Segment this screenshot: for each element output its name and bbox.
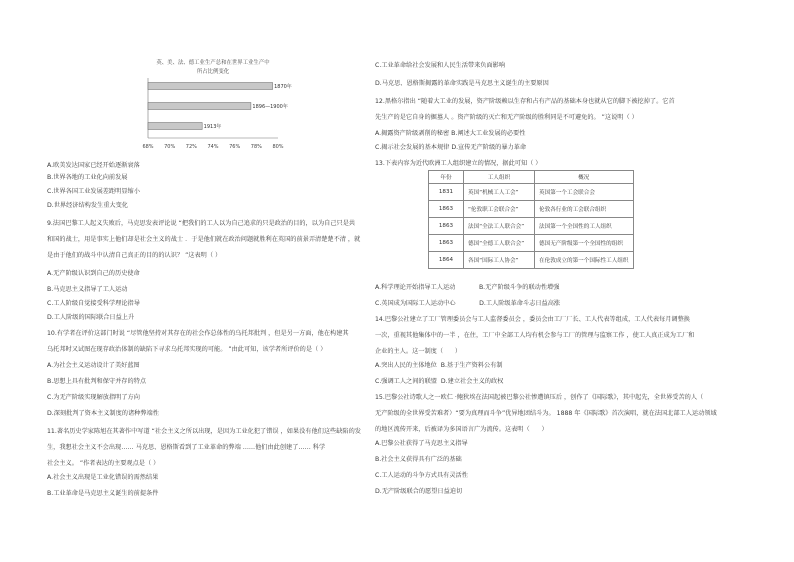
left-text-line: C.为无产阶级实现解放指明了方向 xyxy=(47,394,140,401)
right-text-line: C.强调工人之间的联盟 D.建立社会主义的政权 xyxy=(375,378,504,385)
left-text-line: B.思想上具有批判和保守并存的特点 xyxy=(47,378,147,385)
left-text-line: A.欧美发达国家已经开始逐渐衰落 xyxy=(47,162,140,169)
right-text-line: A.巴黎公社获得了马克思主义指导 xyxy=(375,440,468,447)
x-tick-label: 78% xyxy=(250,144,262,150)
table-cell: 在伦敦成立的第一个国际性工人组织 xyxy=(535,252,634,269)
table-row xyxy=(429,184,634,201)
right-text-line: 14.巴黎公社建立了工厂管理委员会与工人监督委员会 ，委员会由工厂厂长、工人代表等组成，工人代表每月调整换 xyxy=(375,316,690,323)
x-tick-label: 68% xyxy=(142,144,154,150)
question-13-table xyxy=(428,170,634,269)
table-cell: 英国第一个工会联合会 xyxy=(535,184,634,201)
right-text-line: 15.巴黎公社诗歌人之一欧仁 ·鲍狄埃在法国起被巴黎公社惨遭镇压后 ，创作了《国际歌》，其中起先，全世界受苦的人（ xyxy=(375,394,704,401)
left-text-line: 社会主义。 ”作者表达的主要观点是（ ） xyxy=(47,460,160,467)
right-text-line: B.社会主义获得具有广泛的基础 xyxy=(375,456,462,463)
left-text-line: B.马克思主义指导了工人运动 xyxy=(47,286,128,293)
table-cell: 法国“全法工人联合会” xyxy=(464,218,535,235)
left-text-line: A.社会主义出现是工业化错误的需然结果 xyxy=(47,474,159,481)
table-cell: 德国“全德工人联合会” xyxy=(464,235,535,252)
bar-category-label: 1913年 xyxy=(203,124,222,130)
table-cell: “伦敦职工会联合会” xyxy=(464,201,535,218)
table-cell: 伦敦各行业的工会联合组织 xyxy=(535,201,634,218)
bar-0 xyxy=(148,83,273,90)
chart-plot-area xyxy=(142,78,291,150)
left-text-line: D.深刻批判了资本主义制度的诸种弊端性 xyxy=(47,410,159,417)
left-text-line: 11.著名历史学家陈旭在其著作中写道 “社会主义之所以出现，是因为工业化犯了错误 ，如果没有他们这些缺陷的发 xyxy=(47,428,361,435)
left-text-line: 10.有学者在评价这部门时说 “尽管他坚持对其存在的社会作总体性的乌托邦批判 ，但是另一方面，他在构建其 xyxy=(47,330,349,337)
right-text-line: 12.黑格尔指出 “随着大工业的发展，资产阶级赖以生存和占有产品的基础本身也就从它的脚下被挖掉了。它首 xyxy=(375,98,675,105)
right-text-line: D.马克思、恩格斯揭露的革命实践是马克思主义诞生的主要原因 xyxy=(375,80,549,87)
left-text-line: 是由于他们的战斗中认清自己真正的目的的认识？ ”这表明（ ） xyxy=(47,252,222,259)
chart-title-line-2: 所占比例变化 xyxy=(196,69,230,75)
table-row xyxy=(429,201,634,218)
right-text-line: 一次，重视其他集体中的一半 ，在住，工厂中全部工人均有机会参与工厂的管理与监察工作 ，使工人真正成为工厂和 xyxy=(375,332,695,339)
left-text-line: 乌托邦时又试图在现存政治体制的缺陷下寻求乌托邦实现的可能。 ”由此可知，该学者所评价的是（ ） xyxy=(47,346,327,353)
right-text-line: D.无产阶级联合的愿望日益迫切 xyxy=(375,488,463,495)
table-cell: 1863 xyxy=(429,235,464,252)
x-tick-label: 74% xyxy=(207,144,219,150)
bar-category-label: 1896—1900年 xyxy=(252,104,288,110)
table-cell: 法国第一个全国性的工人组织 xyxy=(535,218,634,235)
bar-2 xyxy=(148,123,202,130)
right-text-line: C.揭示社会发展的基本规律 D.宣传无产阶级的暴力革命 xyxy=(375,144,527,151)
right-text-line: 13.下表内容为近代欧洲工人组织建立的情况，据此可知（ ） xyxy=(375,160,542,167)
left-text-line: A.无产阶级认识到自己的历史使命 xyxy=(47,270,140,277)
x-tick-label: 76% xyxy=(229,144,241,150)
table-row xyxy=(429,218,634,235)
right-text-line: A.揭露资产阶级剥削的秘密 B.阐述大工业发展的必要性 xyxy=(375,130,526,137)
bar-category-label: 1870年 xyxy=(274,84,292,90)
left-text-line: A.为社会主义运动设计了美好蓝图 xyxy=(47,362,140,369)
table-cell: 各国“国际工人协会” xyxy=(464,252,535,269)
right-text-line: C.工业革命给社会发展和人民生活带来负面影响 xyxy=(375,62,506,69)
table-cell: 英国“机械工人工会” xyxy=(464,184,535,201)
table-header-overview: 概况 xyxy=(535,171,634,184)
bar-chart xyxy=(138,58,292,158)
chart-title-line-1: 英、美、法、德工业生产总和在世界工业生产中 xyxy=(156,60,270,66)
left-text-line: 和国的战士，用是事实上他们却是社会主义的战士 ．于是他们就在政治问题就胜利在英国的前景弄清楚楚不清 ，就 xyxy=(47,236,361,243)
x-tick-label: 80% xyxy=(272,144,284,150)
right-text-line: C.英国成为国际工人运动中心 D.工人阶级革命斗志日益高涨 xyxy=(375,300,561,307)
left-text-line: C.工人阶级自觉接受科学理论指导 xyxy=(47,300,140,307)
table-row xyxy=(429,235,634,252)
left-text-line: 生，我想社会主义不会出现…… 马克思、恩格斯看到了工业革命的弊端 ……他们由此创建了…… 科学 xyxy=(47,444,326,451)
x-tick-label: 72% xyxy=(185,144,197,150)
x-tick-label: 70% xyxy=(164,144,176,150)
right-text-line: 先生产的是它自身的掘墓人 。资产阶级的灭亡和无产阶级的胜利同是不可避免的。 ”这说明（ ） xyxy=(375,114,638,121)
right-text-line: 的地区流传开来，后被译为多国语言广为流传。这表明（ ） xyxy=(375,426,548,433)
left-text-line: B.世界各地的工业化向前发展 xyxy=(47,174,128,181)
table-cell: 1863 xyxy=(429,218,464,235)
bar-1 xyxy=(148,103,251,110)
left-text-line: 9.法国巴黎工人起义失败后，马克思发表评论说 “把我们的工人以为自己追求的只是政治的目的，以为自己只是共 xyxy=(47,220,356,227)
table-cell: 1831 xyxy=(429,184,464,201)
table-header-organization: 工人组织 xyxy=(464,171,535,184)
left-text-line: B.工业革命是马克思主义诞生的前提条件 xyxy=(47,490,159,497)
table-cell: 1863 xyxy=(429,201,464,218)
table-header-year: 年份 xyxy=(429,171,464,184)
right-text-line: 无产阶级的全世界受苦难者）“要为真理而斗争”优异地团结斗为。 1888 年《国际歌》首次演唱，就在法国北部工人运动领域 xyxy=(375,410,717,417)
table-cell: 德国无产阶级第一个全国性的组织 xyxy=(535,235,634,252)
left-text-line: D.工人阶级的国际联合日益上升 xyxy=(47,314,135,321)
right-text-line: 企业的主人。这一制度（ ） xyxy=(375,348,462,355)
left-text-line: D.世界经济结构发生重大变化 xyxy=(47,202,128,209)
right-text-line: A.科学理论开始指导工人运动 B.无产阶级斗争的联动性增强 xyxy=(375,284,560,291)
table-cell: 1864 xyxy=(429,252,464,269)
right-text-line: A.突出人民的主体地位 B.基于生产资料公有制 xyxy=(375,362,503,369)
table-row xyxy=(429,252,634,269)
left-text-line: C.世界各国工业发展差距明显缩小 xyxy=(47,188,140,195)
right-text-line: C.工人运动的斗争方式具有灵活性 xyxy=(375,472,468,479)
